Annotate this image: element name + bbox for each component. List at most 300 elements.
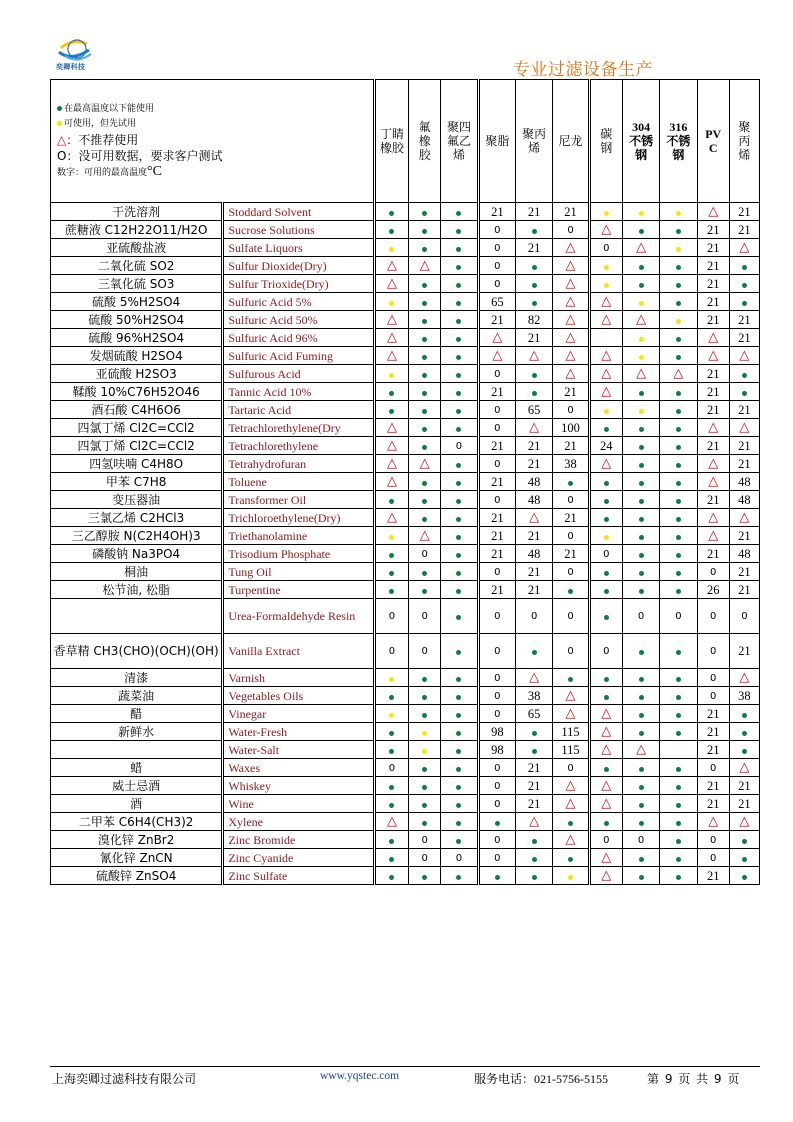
rating-cell [516,777,553,795]
rating-cell [622,634,659,669]
rating-cell [516,437,553,455]
max-temperature-value: 21 [491,528,504,543]
triangle-warning-icon: △ [529,420,540,435]
rating-cell [478,347,515,365]
rating-cell [409,545,441,563]
rating-cell [374,795,408,813]
rating-cell [441,311,478,329]
rating-cell [622,849,659,867]
column-header: 316不锈钢 [660,80,697,203]
rating-cell [409,705,441,723]
chemical-name-en: Sulfur Dioxide(Dry) [223,257,375,275]
table-header-row [51,80,760,203]
rating-cell [441,329,478,347]
rating-cell [553,419,589,437]
green-dot-icon [532,650,537,655]
green-dot-icon [604,677,609,682]
rating-cell [589,634,622,669]
rating-cell [589,849,622,867]
green-dot-icon [422,283,427,288]
green-dot-icon [532,265,537,270]
rating-cell [622,419,659,437]
rating-cell [589,867,622,885]
rating-cell [622,723,659,741]
green-dot-icon [422,767,427,772]
rating-cell [729,383,759,401]
green-dot-icon [456,319,461,324]
rating-cell [516,723,553,741]
rating-cell [374,491,408,509]
rating-cell [374,831,408,849]
rating-cell [729,599,759,634]
green-dot-icon [742,265,747,270]
chemical-name-en: Zinc Bromide [223,831,375,849]
no-data-zero: 0 [603,548,610,560]
rating-cell [660,705,697,723]
green-dot-icon [532,391,537,396]
rating-cell [441,293,478,311]
table-row [51,795,760,813]
no-data-zero: 0 [421,834,428,846]
rating-cell [553,759,589,777]
green-dot-icon [742,301,747,306]
rating-cell [697,795,729,813]
rating-cell [729,849,759,867]
triangle-warning-icon: △ [492,348,503,363]
chemical-name-en: Sulfuric Acid 50% [223,311,375,329]
chemical-name-en: Stoddard Solvent [223,203,375,221]
rating-cell [516,867,553,885]
rating-cell [553,293,589,311]
triangle-warning-icon: △ [386,420,397,435]
green-dot-icon [639,821,644,826]
no-data-zero: 0 [710,611,717,622]
green-dot-icon [456,211,461,216]
rating-cell [374,275,408,293]
green-dot-icon [456,355,461,360]
rating-cell [553,401,589,419]
max-temperature-value: 21 [706,366,720,381]
legend-green: 在最高温度以下能使用 [57,102,373,117]
rating-cell [622,383,659,401]
rating-cell [516,813,553,831]
rating-cell [729,311,759,329]
max-temperature-value: 115 [561,742,580,757]
no-data-zero: 0 [494,404,501,416]
yellow-dot-icon [389,373,394,378]
max-temperature-value: 21 [527,760,541,775]
max-temperature-value: 115 [561,724,580,739]
rating-cell [589,491,622,509]
green-dot-icon [532,857,537,862]
no-data-zero: 0 [710,762,717,774]
table-row [51,831,760,849]
green-dot-icon [639,677,644,682]
triangle-warning-icon: △ [565,258,576,273]
rating-cell [478,581,515,599]
rating-cell [622,347,659,365]
green-dot-icon [456,713,461,718]
green-dot-icon [676,821,681,826]
rating-cell [516,581,553,599]
max-temperature-value: 38 [738,688,751,703]
chemical-name-cn: 亚硫酸 H2SO3 [51,365,223,383]
green-dot-icon [676,767,681,772]
rating-cell [478,759,515,777]
rating-cell [729,813,759,831]
green-dot-icon [676,301,681,306]
table-row [51,669,760,687]
chemical-name-cn [51,741,223,759]
rating-cell [478,813,515,831]
rating-cell [622,311,659,329]
footer-website-link[interactable]: www.yqstec.com [320,1070,400,1082]
triangle-warning-icon: △ [601,348,612,363]
rating-cell [374,239,408,257]
green-dot-icon [456,571,461,576]
triangle-warning-icon: △ [565,366,576,381]
green-dot-icon [742,857,747,862]
rating-cell [374,311,408,329]
triangle-warning-icon: △ [601,868,612,883]
no-data-zero: 0 [494,422,501,434]
chemical-name-en: Zinc Sulfate [223,867,375,885]
no-data-zero: 0 [567,530,574,542]
green-dot-icon [456,517,461,522]
table-row [51,491,760,509]
chemical-name-en: Sulfuric Acid 5% [223,293,375,311]
green-dot-icon [742,373,747,378]
green-dot-icon [422,445,427,450]
max-temperature-value: 21 [706,724,720,739]
rating-cell [697,383,729,401]
rating-cell [516,455,553,473]
rating-cell [622,581,659,599]
no-data-zero: 0 [388,762,396,774]
rating-cell [622,759,659,777]
rating-cell [729,563,759,581]
rating-cell [660,545,697,563]
no-data-zero: 0 [494,762,501,774]
green-dot-icon [568,481,573,486]
max-temperature-value: 48 [738,492,751,507]
green-dot-icon [568,677,573,682]
triangle-warning-icon: △ [529,510,540,525]
max-temperature-value: 21 [527,330,541,345]
green-dot-icon [639,445,644,450]
green-dot-icon [604,499,609,504]
green-dot-icon [389,839,394,844]
rating-cell [374,563,408,581]
chemical-name-cn: 四氯丁烯 Cl2C=CCl2 [51,419,223,437]
table-row [51,741,760,759]
no-data-zero: 0 [494,852,501,864]
table-row [51,275,760,293]
green-dot-icon [422,337,427,342]
yellow-dot-icon [676,211,681,216]
header-slogan: 专业过滤设备生产 [513,60,653,80]
rating-cell [729,795,759,813]
no-data-zero: 0 [494,690,501,702]
rating-cell [374,599,408,634]
rating-cell [478,293,515,311]
no-data-zero: 0 [530,611,538,622]
rating-cell [478,723,515,741]
chemical-name-en: Triethanolamine [223,527,375,545]
rating-cell [660,491,697,509]
rating-cell [516,831,553,849]
rating-cell [409,831,441,849]
chemical-name-en: Tetrachlorethylene(Dry [223,419,375,437]
rating-cell [589,527,622,545]
triangle-warning-icon: △ [601,706,612,721]
no-data-zero: 0 [603,834,610,846]
rating-cell [660,347,697,365]
rating-cell [622,365,659,383]
chemical-name-en: Water-Salt [223,741,375,759]
no-data-zero: 0 [637,611,645,622]
rating-cell [729,365,759,383]
rating-cell [697,473,729,491]
rating-cell [729,203,759,221]
chemical-name-cn: 清漆 [51,669,223,687]
rating-cell [553,705,589,723]
rating-cell [622,257,659,275]
yellow-dot-icon [604,211,609,216]
chemical-name-en: Zinc Cyanide [223,849,375,867]
rating-cell [589,293,622,311]
triangle-warning-icon: △ [739,760,750,775]
rating-cell [553,867,589,885]
yellow-dot-icon [604,283,609,288]
table-row [51,527,760,545]
green-dot-icon [676,355,681,360]
rating-cell [697,563,729,581]
no-data-zero: 0 [455,852,463,864]
green-dot-icon [676,857,681,862]
table-row [51,311,760,329]
rating-cell [374,383,408,401]
green-dot-icon [639,499,644,504]
rating-cell [516,419,553,437]
rating-cell [409,687,441,705]
footer-phone: 服务电话：021-5756-5155 [474,1072,609,1086]
green-dot-icon [456,337,461,342]
max-temperature-value: 21 [564,438,577,453]
rating-cell [553,491,589,509]
rating-cell [409,401,441,419]
chemical-name-cn: 香草精 CH3(CHO)(OCH)(OH) [51,634,223,669]
green-dot-icon [604,427,609,432]
chemical-name-en: Sulfurous Acid [223,365,375,383]
rating-cell [478,311,515,329]
chemical-name-en: Whiskey [223,777,375,795]
table-row [51,419,760,437]
no-data-zero: 0 [637,834,645,846]
chemical-name-en: Tartaric Acid [223,401,375,419]
green-dot-icon [456,839,461,844]
table-row [51,687,760,705]
green-dot-icon [422,517,427,522]
max-temperature-value: 21 [738,528,751,543]
table-row [51,634,760,669]
green-dot-icon [456,481,461,486]
rating-cell [729,455,759,473]
chemical-name-cn: 鞣酸 10%C76H52O46 [51,383,223,401]
green-dot-icon [604,767,609,772]
rating-cell [589,437,622,455]
table-row [51,347,760,365]
green-dot-icon [639,875,644,880]
rating-cell [409,329,441,347]
rating-cell [478,867,515,885]
yellow-dot-icon [639,211,644,216]
rating-cell [553,563,589,581]
rating-cell [409,795,441,813]
triangle-warning-icon: △ [708,330,719,345]
rating-cell [553,581,589,599]
chemical-name-en: Vanilla Extract [223,634,375,669]
rating-cell [660,581,697,599]
rating-cell [729,239,759,257]
rating-cell [409,347,441,365]
triangle-warning-icon: △ [492,330,503,345]
green-dot-icon [389,589,394,594]
triangle-warning-icon: △ [386,258,397,273]
green-dot-icon [456,301,461,306]
rating-cell [409,759,441,777]
rating-cell [478,634,515,669]
green-dot-icon [639,731,644,736]
triangle-warning-icon: △ [636,240,647,255]
rating-cell [478,545,515,563]
max-temperature-value: 21 [706,438,720,453]
no-data-zero: 0 [675,611,682,622]
rating-cell [441,455,478,473]
yellow-dot-icon [57,121,62,126]
rating-cell [516,221,553,239]
rating-cell [441,831,478,849]
green-dot-icon [532,229,537,234]
triangle-warning-icon: △ [386,474,397,489]
rating-cell [409,527,441,545]
rating-cell [622,545,659,563]
max-temperature-value: 65 [527,402,541,417]
chemical-name-cn: 四氢呋喃 C4H8O [51,455,223,473]
rating-cell [374,669,408,687]
green-dot-icon [676,427,681,432]
yellow-dot-icon [389,301,394,306]
green-dot-icon [639,427,644,432]
yellow-dot-icon [676,319,681,324]
rating-cell [553,831,589,849]
rating-cell [729,527,759,545]
triangle-warning-icon: △ [708,814,719,829]
green-dot-icon [676,803,681,808]
rating-cell [374,527,408,545]
max-temperature-value: 21 [491,204,504,219]
chemical-name-en: Water-Fresh [223,723,375,741]
rating-cell [553,437,589,455]
rating-cell [409,634,441,669]
max-temperature-value: 21 [527,582,541,597]
rating-cell [374,329,408,347]
green-dot-icon [422,875,427,880]
max-temperature-value: 21 [738,402,751,417]
rating-cell [729,759,759,777]
rating-cell [516,275,553,293]
yellow-dot-icon [676,247,681,252]
rating-cell [374,401,408,419]
green-dot-icon [389,391,394,396]
max-temperature-value: 21 [527,778,541,793]
rating-cell [660,867,697,885]
max-temperature-value: 21 [527,528,541,543]
max-temperature-value: 21 [491,510,504,525]
green-dot-icon [639,571,644,576]
rating-cell [374,365,408,383]
rating-cell [409,563,441,581]
rating-cell [660,437,697,455]
rating-cell [441,419,478,437]
rating-cell [729,473,759,491]
no-data-zero: 0 [421,548,428,560]
rating-cell [441,347,478,365]
rating-cell [374,723,408,741]
rating-cell [660,293,697,311]
rating-cell [729,347,759,365]
max-temperature-value: 21 [738,330,751,345]
max-temperature-value: 21 [706,240,720,255]
green-dot-icon [422,211,427,216]
rating-cell [697,741,729,759]
rating-cell [409,455,441,473]
green-dot-icon [389,749,394,754]
triangle-warning-icon: △ [565,276,576,291]
rating-cell [553,221,589,239]
max-temperature-value: 21 [706,222,720,237]
green-dot-icon [456,589,461,594]
legend-triangle: △：不推荐使用 [57,132,139,147]
no-data-zero: 0 [494,611,501,622]
rating-cell [374,759,408,777]
green-dot-icon [676,499,681,504]
rating-cell [729,221,759,239]
triangle-warning-icon: △ [708,474,719,489]
green-dot-icon [639,650,644,655]
rating-cell [622,239,659,257]
green-dot-icon [456,247,461,252]
max-temperature-value: 21 [706,258,720,273]
rating-cell [622,563,659,581]
rating-cell [660,527,697,545]
rating-cell [516,795,553,813]
rating-cell [374,581,408,599]
green-dot-icon [676,731,681,736]
triangle-warning-icon: △ [708,510,719,525]
rating-cell [697,813,729,831]
green-dot-icon [676,481,681,486]
rating-cell [622,777,659,795]
rating-cell [589,473,622,491]
green-dot-icon [742,731,747,736]
globe-logo-icon [55,36,99,64]
rating-cell [697,527,729,545]
rating-cell [589,347,622,365]
rating-cell [478,437,515,455]
rating-cell [589,723,622,741]
rating-cell [553,777,589,795]
